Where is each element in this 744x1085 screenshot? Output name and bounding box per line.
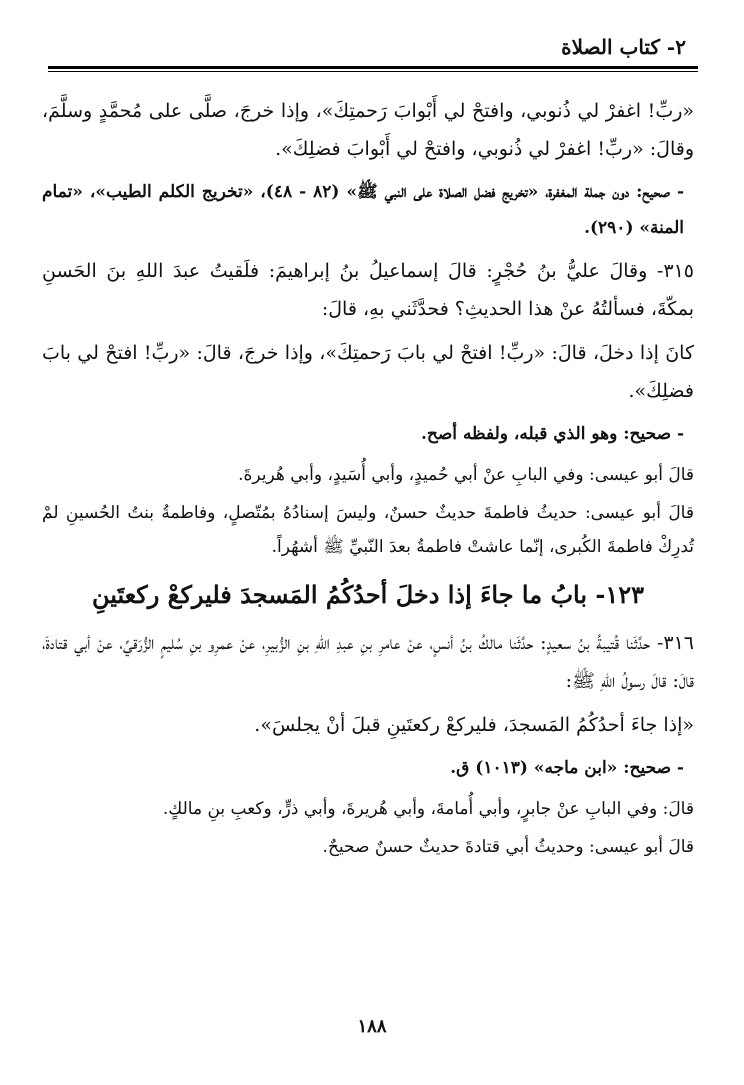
page-content: [42, 92, 694, 868]
chapter-heading: ١٢٣- بابُ ما جاءَ إذا دخلَ أحدُكُمُ المَسجدَ فليركعْ ركعتَينِ: [91, 580, 645, 609]
tirmidhi-comment: قالَ: وفي البابِ عنْ جابرٍ، وأبي أُمامةَ، وأبي هُريرةَ، وأبي ذرٍّ، وكعبِ بنِ مالكٍ.: [162, 799, 694, 819]
grading-note: - صحيح: «ابن ماجه» (١٠١٣) ق.: [450, 758, 684, 778]
hadith-315-chain: ٣١٥- وقالَ عليُّ بنُ حُجْرٍ: قالَ إسماعيلُ بنُ إبراهيمَ: فلَقيتُ عبدَ اللهِ بنَ الحَسنِ بمكّةَ، فسألتُهُ عنْ هذا الحديثِ؟ فحدَّثَني بهِ، قالَ:: [42, 260, 694, 320]
tirmidhi-comment: قالَ أبو عيسى: وحديثُ أبي قتادةَ حديثٌ حسنٌ صحيحٌ.: [322, 837, 694, 857]
hadith-315-text: كانَ إذا دخلَ، قالَ: «ربِّ! افتحْ لي بابَ رَحمتِكَ»، وإذا خرجَ، قالَ: «ربِّ! افتحْ لي بابَ فضلِكَ».: [42, 342, 694, 402]
grading-note: - صحيح: دون جملة المغفرة، «تخريج فضل الصلاة على النبي ﷺ» (٨٢ - ٤٨)، «تخريج الكلم الطيب»، «تمام المنة» (٢٩٠).: [42, 182, 684, 238]
header-rule: [48, 66, 698, 69]
hadith-316-text: «إذا جاءَ أحدُكُمُ المَسجدَ، فليركعْ ركعتَينِ قبلَ أنْ يجلسَ».: [254, 714, 694, 736]
running-head: ٢- كتاب الصلاة: [561, 35, 686, 59]
hadith-316-chain: ٣١٦- حدَّثَنا قُتيبةُ بنُ سعيدٍ: حدَّثَنا مالكُ بنُ أنسٍ، عنْ عامرِ بنِ عبدِ اللهِ بنِ الزُّبيرِ، عنْ عمرِو بنِ سُليمٍ الزُّرَقيِّ، عنْ أبي قتادةَ، قالَ: قالَ رسولُ اللهِ ﷺ:: [42, 632, 694, 692]
tirmidhi-comment: قالَ أبو عيسى: وفي البابِ عنْ أبي حُميدٍ، وأبي أُسَيدٍ، وأبي هُريرةَ.: [238, 465, 694, 485]
header-rule-thin: [48, 71, 698, 72]
page-number: ١٨٨: [357, 1016, 387, 1037]
grading-note: - صحيح: وهو الذي قبله، ولفظه أصح.: [420, 424, 684, 444]
hadith-text-continuation: «ربِّ! اغفرْ لي ذُنوبي، وافتحْ لي أَبْوابَ رَحمتِكَ»، وإذا خرجَ، صلَّى على مُحمَّدٍ وسلَّمَ، وقالَ: «ربِّ! اغفرْ لي ذُنوبي، وافتحْ لي أَبْوابَ فضلِكَ».: [42, 100, 694, 160]
tirmidhi-comment: قالَ أبو عيسى: حديثُ فاطمةَ حديثٌ حسنٌ، وليسَ إسنادُهُ بمُتّصلٍ، وفاطمةُ بنتُ الحُسينِ لمْ تُدرِكْ فاطمةَ الكُبرى، إنّما عاشتْ فاطمةُ بعدَ النّبيِّ ﷺ أشهُراً.: [42, 503, 694, 557]
